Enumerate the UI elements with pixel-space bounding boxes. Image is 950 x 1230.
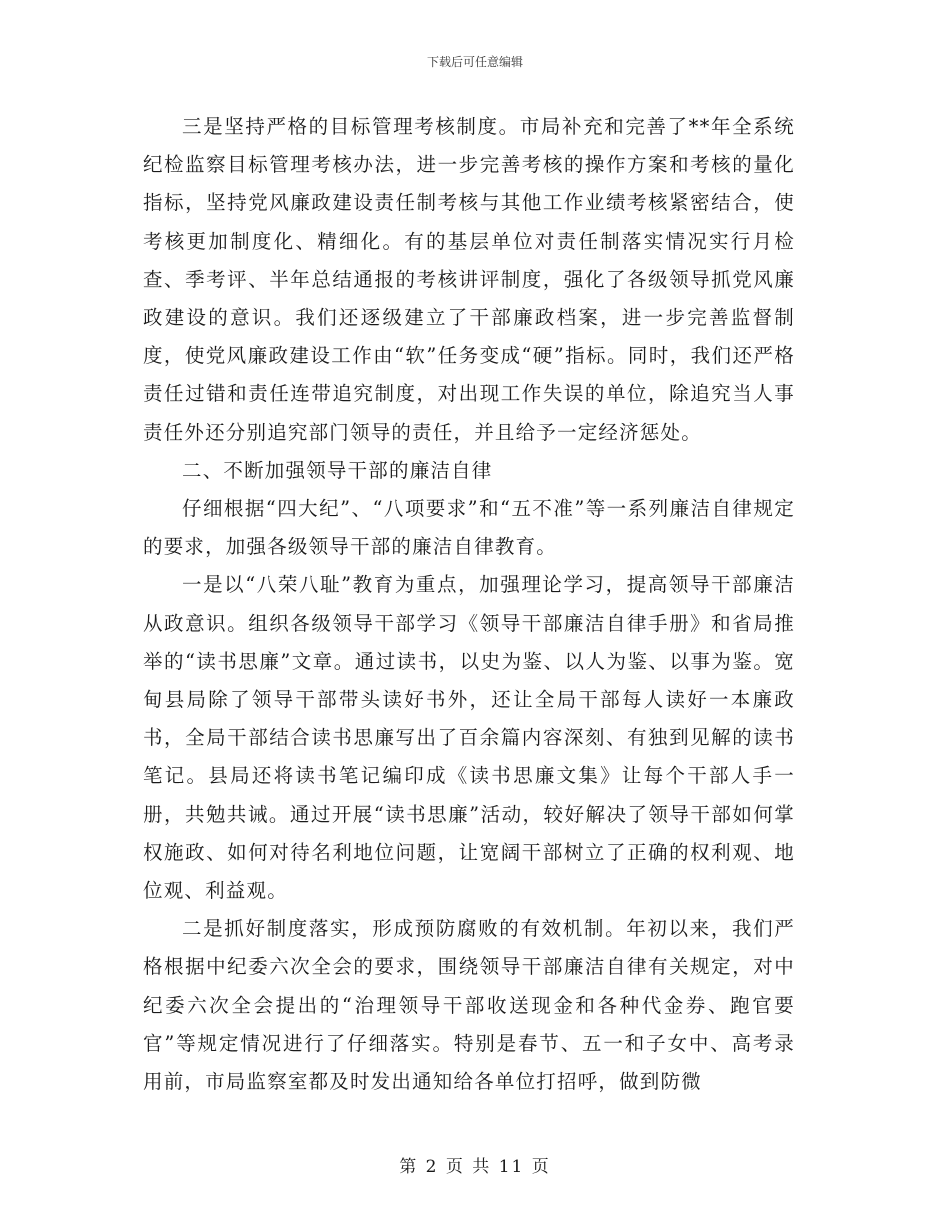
section-heading-self-discipline: 二、不断加强领导干部的廉洁自律 [182, 458, 493, 482]
paragraph-system-implementation: 二是抓好制度落实，形成预防腐败的有效机制。年初以来，我们严格根据中纪委六次全会的要求，围绕领导干部廉洁自律有关规定，对中纪委六次全会提出的“治理领导干部收送现金和各种代金券、跑官要官”等规定情况进行了仔细落实。特别是春节、五一和子女中、高考录用前，市局监察室都及时发出通知给各单位打招呼，做到防微 [143, 917, 795, 1094]
document-body [143, 108, 795, 1101]
paragraph-target-management: 三是坚持严格的目标管理考核制度。市局补充和完善了**年全系统纪检监察目标管理考核办法，进一步完善考核的操作方案和考核的量化指标，坚持党风廉政建设责任制考核与其他工作业绩考核紧密结合，使考核更加制度化、精细化。有的基层单位对责任制落实情况实行月检查、季考评、半年总结通报的考核讲评制度，强化了各级领导抓党风廉政建设的意识。我们还逐级建立了干部廉政档案，进一步完善监督制度，使党风廉政建设工作由“软”任务变成“硬”指标。同时，我们还严格责任过错和责任连带追究制度，对出现工作失误的单位，除追究当人事责任外还分别追究部门领导的责任，并且给予一定经济惩处。 [143, 115, 795, 444]
paragraph-self-discipline-rules: 仔细根据“四大纪”、“八项要求”和“五不准”等一系列廉洁自律规定的要求，加强各级领导干部的廉洁自律教育。 [143, 497, 795, 559]
page-number-footer: 第 2 页 共 11 页 [399, 1157, 551, 1177]
page-header: 下载后可任意编辑 [426, 55, 523, 69]
paragraph-theory-study: 一是以“八荣八耻”教育为重点，加强理论学习，提高领导干部廉洁从政意识。组织各级领导干部学习《领导干部廉洁自律手册》和省局推举的“读书思廉”文章。通过读书，以史为鉴、以人为鉴、以事为鉴。宽甸县局除了领导干部带头读好书外，还让全局干部每人读好一本廉政书，全局干部结合读书思廉写出了百余篇内容深刻、有独到见解的读书笔记。县局还将读书笔记编印成《读书思廉文集》让每个干部人手一册，共勉共诫。通过开展“读书思廉”活动，较好解决了领导干部如何掌权施政、如何对待名利地位问题，让宽阔干部树立了正确的权利观、地位观、利益观。 [143, 573, 795, 903]
